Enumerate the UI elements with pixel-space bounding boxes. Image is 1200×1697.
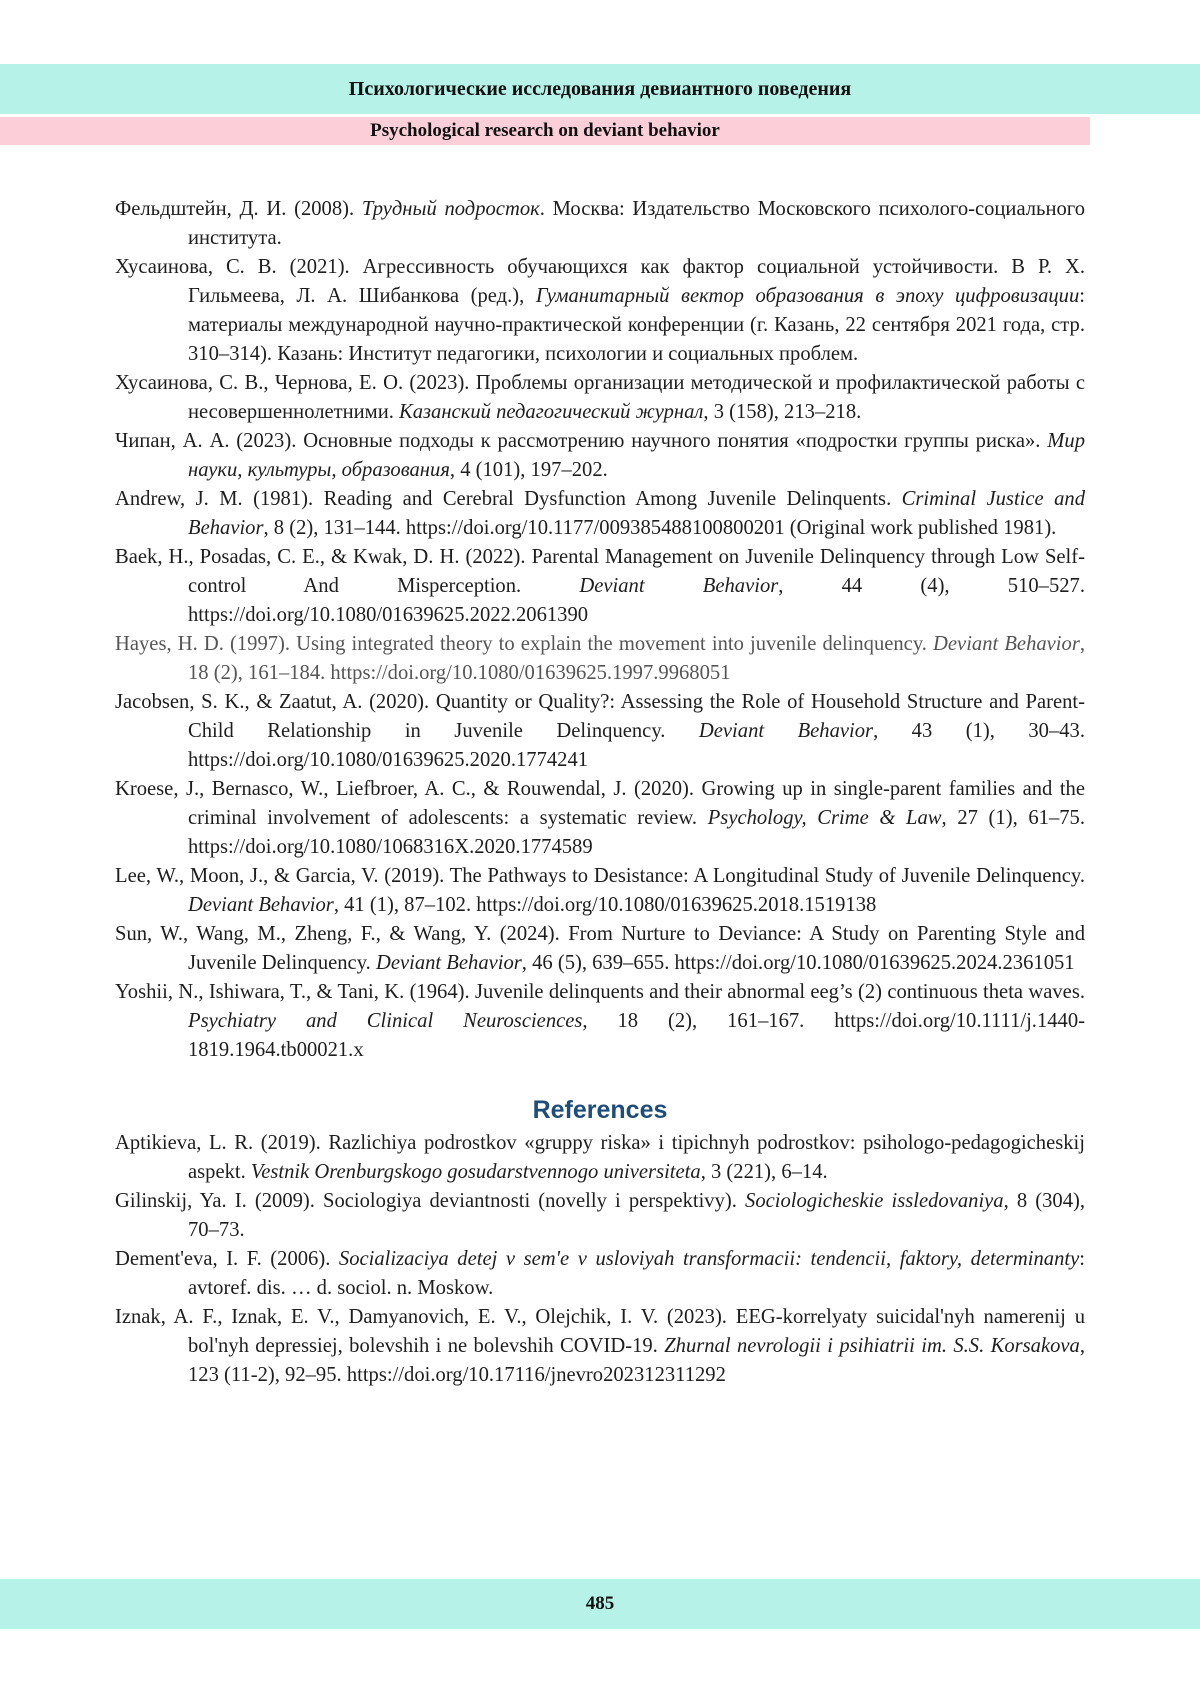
reference-entry xyxy=(115,253,1085,369)
reference-source-title: Psychiatry and Clinical Neurosciences xyxy=(188,1010,583,1032)
reference-entry xyxy=(115,688,1085,775)
reference-source-title: Deviant Behavior xyxy=(375,952,522,974)
reference-entry xyxy=(115,1187,1085,1245)
reference-details: , 8 (2), 131–144. https://doi.org/10.1177/009385488100800201 (Original work published 1981). xyxy=(263,517,1057,539)
reference-details: : материалы международной научно-практической конференции (г. Казань, 22 сентября 2021 года, стр. 310–314). Казань: Институт педагогики, психологии и социальных проблем. xyxy=(188,285,1085,365)
reference-details: , 18 (2), 161–184. https://doi.org/10.1080/01639625.1997.9968051 xyxy=(188,633,1085,684)
journal-title-en: Psychological research on deviant behavior xyxy=(370,120,720,141)
reference-details: , 123 (11-2), 92–95. https://doi.org/10.17116/jnevro202312311292 xyxy=(188,1335,1086,1386)
journal-title-ru: Психологические исследования девиантного поведения xyxy=(348,77,852,100)
reference-authors: Jacobsen, S. K., & Zaatut, A. (2020). Quantity or Quality?: Assessing the Role of Household Structure and Parent-Child Relationship in Juvenile Delinquency. xyxy=(115,691,1085,742)
reference-entry xyxy=(115,630,1085,688)
reference-entry xyxy=(115,862,1085,920)
reference-authors: Baek, H., Posadas, C. E., & Kwak, D. H. (2022). Parental Management on Juvenile Delinquency through Low Self-control And Misperception. xyxy=(115,546,1085,597)
reference-details: . Москва: Издательство Московского психолого-социального института. xyxy=(188,198,1085,249)
journal-header-ru xyxy=(0,64,1200,114)
reference-authors: Чипан, А. А. (2023). Основные подходы к рассмотрению научного понятия «подростки группы риска». xyxy=(115,430,1048,452)
reference-details: , 27 (1), 61–75. https://doi.org/10.1080/1068316X.2020.1774589 xyxy=(188,807,1085,858)
reference-authors: Dement'eva, I. F. (2006). xyxy=(115,1248,339,1270)
reference-details: , 43 (1), 30–43. https://doi.org/10.1080/01639625.2020.1774241 xyxy=(188,720,1086,771)
reference-entry xyxy=(115,920,1085,978)
reference-entry xyxy=(115,543,1085,630)
reference-authors: Kroese, J., Bernasco, W., Liefbroer, A. C., & Rouwendal, J. (2020). Growing up in single-parent families and the criminal involvement of adolescents: a systematic review. xyxy=(115,778,1085,829)
reference-authors: Lee, W., Moon, J., & Garcia, V. (2019). The Pathways to Desistance: A Longitudinal Study of Juvenile Delinquency. xyxy=(115,865,1085,887)
reference-source-title: Vestnik Orenburgskogo gosudarstvennogo universiteta xyxy=(250,1161,701,1183)
reference-source-title: Socializaciya detej v sem'e v usloviyah transformacii: tendencii, faktory, determinanty xyxy=(338,1248,1080,1270)
reference-entry xyxy=(115,427,1085,485)
reference-source-title: Мир науки, культуры, образования xyxy=(188,430,1085,481)
reference-details: , 8 (304), 70–73. xyxy=(188,1190,1086,1241)
reference-authors: Хусаинова, С. В. (2021). Агрессивность обучающихся как фактор социальной устойчивости. В Р. Х. Гильмеева, Л. А. Шибанкова (ред.), xyxy=(115,256,1085,307)
reference-source-title: Deviant Behavior xyxy=(698,720,874,742)
reference-source-title: Criminal Justice and Behavior xyxy=(188,488,1085,539)
reference-source-title: Трудный подросток xyxy=(361,198,540,220)
reference-source-title: Deviant Behavior xyxy=(188,894,334,916)
reference-entry xyxy=(115,1245,1085,1303)
reference-source-title: Deviant Behavior xyxy=(933,633,1080,655)
reference-details: , 18 (2), 161–167. https://doi.org/10.1111/j.1440-1819.1964.tb00021.x xyxy=(188,1010,1085,1061)
references-heading: References xyxy=(532,1096,668,1124)
reference-details: , 3 (221), 6–14. xyxy=(700,1161,828,1183)
page-number: 485 xyxy=(585,1593,615,1614)
reference-details: , 46 (5), 639–655. https://doi.org/10.1080/01639625.2024.2361051 xyxy=(521,952,1075,974)
reference-details: , 44 (4), 510–527. https://doi.org/10.1080/01639625.2022.2061390 xyxy=(188,575,1086,626)
reference-authors: Iznak, A. F., Iznak, E. V., Damyanovich, E. V., Olejchik, I. V. (2023). EEG-korrelyaty suicidal'nyh namerenij u bol'nyh depressiej, bolevshih i ne bolevshih COVID-19. xyxy=(115,1306,1085,1357)
reference-authors: Хусаинова, С. В., Чернова, Е. О. (2023). Проблемы организации методической и профилактической работы с несовершеннолетними. xyxy=(115,372,1085,423)
page-footer xyxy=(0,1579,1200,1629)
reference-source-title: Казанский педагогический журнал xyxy=(399,401,704,423)
reference-entry xyxy=(115,195,1085,253)
reference-entry xyxy=(115,369,1085,427)
reference-list-transliterated xyxy=(115,1129,1085,1390)
reference-entry xyxy=(115,1303,1085,1390)
reference-list xyxy=(115,195,1085,1390)
reference-entry xyxy=(115,1129,1085,1187)
reference-authors: Фельдштейн, Д. И. (2008). xyxy=(115,198,362,220)
reference-authors: Aptikieva, L. R. (2019). Razlichiya podrostkov «gruppy riska» i tipichnyh podrostkov: psihologo-pedagogicheskij aspekt. xyxy=(115,1132,1085,1183)
journal-header-en xyxy=(0,117,1090,145)
reference-source-title: Zhurnal nevrologii i psihiatrii im. S.S. Korsakova xyxy=(664,1335,1080,1357)
reference-authors: Sun, W., Wang, M., Zheng, F., & Wang, Y. (2024). From Nurture to Deviance: A Study on Parenting Style and Juvenile Delinquency. xyxy=(115,923,1085,974)
reference-authors: Yoshii, N., Ishiwara, T., & Tani, K. (1964). Juvenile delinquents and their abnormal eeg’s (2) continuous theta waves. xyxy=(115,981,1085,1003)
reference-authors: Andrew, J. M. (1981). Reading and Cerebral Dysfunction Among Juvenile Delinquents. xyxy=(115,488,902,510)
reference-entry xyxy=(115,775,1085,862)
reference-source-title: Psychology, Crime & Law xyxy=(707,807,942,829)
reference-list-continued xyxy=(115,195,1085,1065)
reference-details: , 41 (1), 87–102. https://doi.org/10.1080/01639625.2018.1519138 xyxy=(333,894,877,916)
reference-details: , 3 (158), 213–218. xyxy=(703,401,862,423)
reference-authors: Hayes, H. D. (1997). Using integrated theory to explain the movement into juvenile delinquency. xyxy=(115,633,934,655)
reference-entry xyxy=(115,485,1085,543)
reference-source-title: Гуманитарный вектор образования в эпоху цифровизации xyxy=(535,285,1080,307)
reference-entry xyxy=(115,978,1085,1065)
reference-source-title: Sociologicheskie issledovaniya xyxy=(745,1190,1004,1212)
reference-details: : avtoref. dis. … d. sociol. n. Moskow. xyxy=(188,1248,1086,1299)
reference-authors: Gilinskij, Ya. I. (2009). Sociologiya deviantnosti (novelly i perspektivy). xyxy=(115,1190,746,1212)
reference-source-title: Deviant Behavior xyxy=(579,575,779,597)
reference-details: , 4 (101), 197–202. xyxy=(449,459,608,481)
